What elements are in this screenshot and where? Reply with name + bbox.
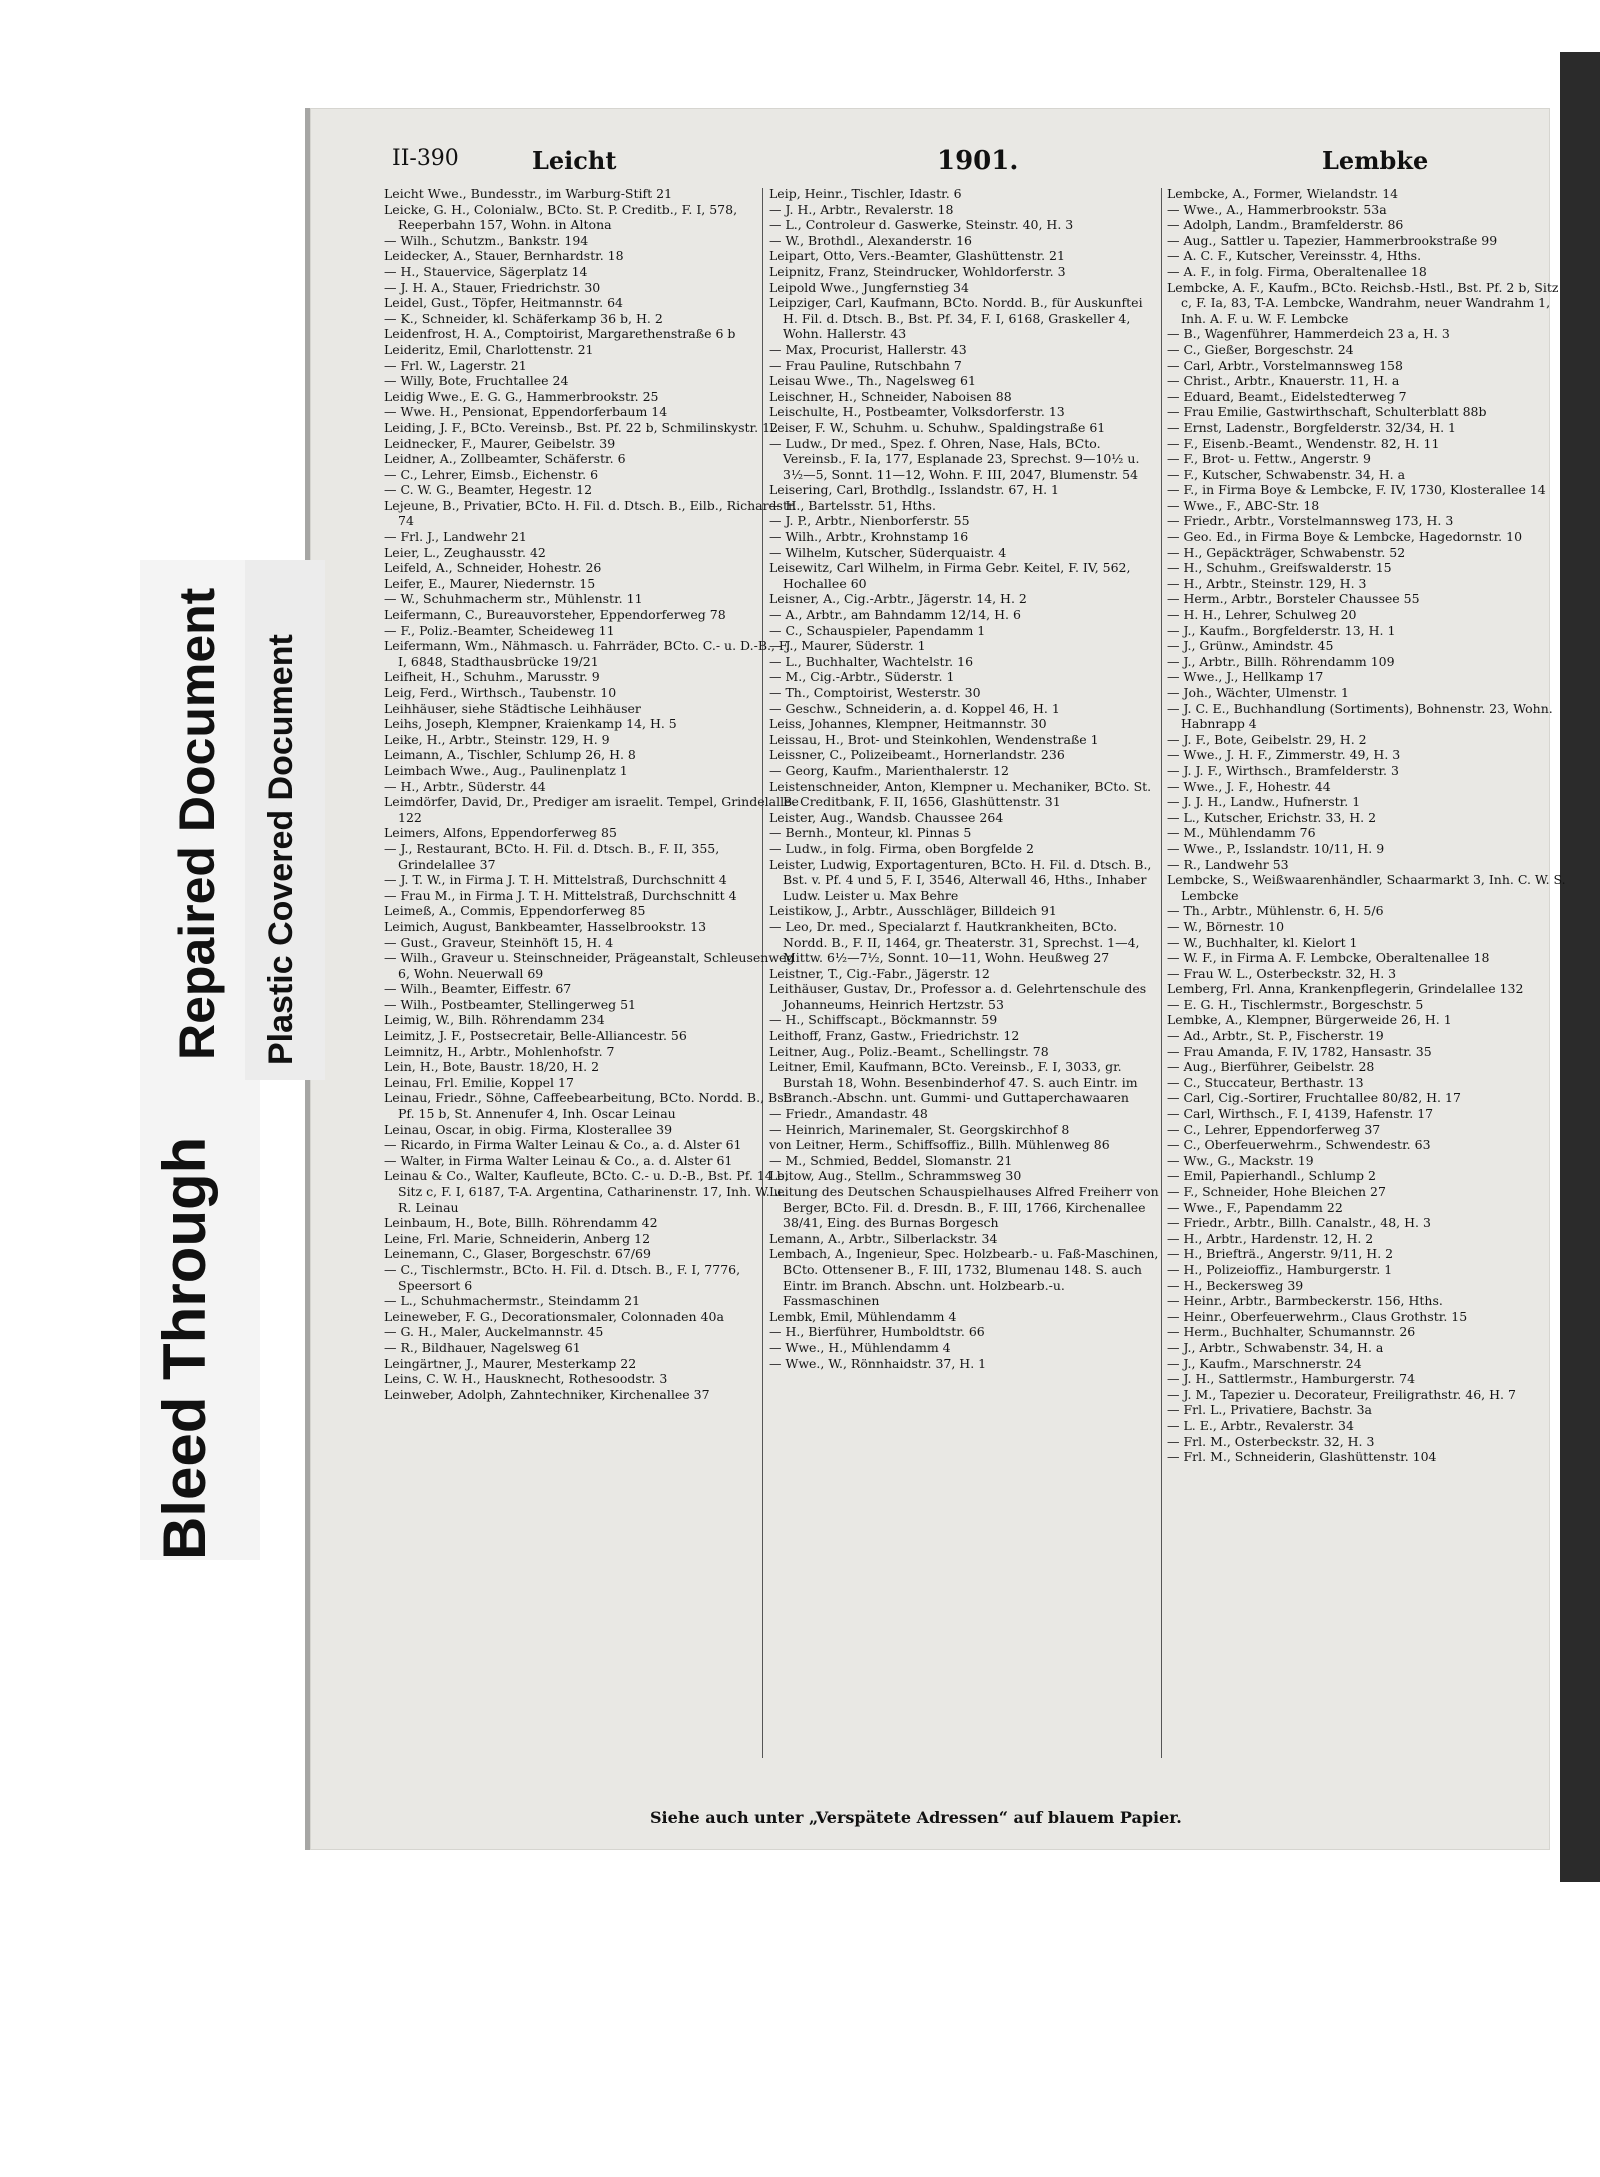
directory-entry: — Herm., Buchhalter, Schumannstr. 26 <box>1167 1324 1416 1340</box>
directory-entry: — Joh., Wächter, Ulmenstr. 1 <box>1167 685 1349 700</box>
directory-entry: — J., Maurer, Süderstr. 1 <box>769 638 926 654</box>
directory-entry: — Frau Amanda, F. IV, 1782, Hansastr. 35 <box>1167 1043 1432 1059</box>
directory-entry: Leinweber, Adolph, Zahntechniker, Kirchenallee 37 <box>384 1386 710 1402</box>
directory-entry: — Willy, Bote, Fruchtallee 24 <box>384 373 569 389</box>
directory-entry: — J. J. F., Wirthsch., Bramfelderstr. 3 <box>1167 762 1399 778</box>
directory-entry: Leip, Heinr., Tischler, Idastr. 6 <box>769 186 962 201</box>
directory-entry: — F., Poliz.-Beamter, Scheideweg 11 <box>384 622 615 638</box>
directory-entry: Leike, H., Arbtr., Steinstr. 129, H. 9 <box>384 731 610 747</box>
directory-entry: — B., Wagenführer, Hammerdeich 23 a, H. 3 <box>1167 326 1450 342</box>
directory-entry: — K., Schneider, kl. Schäferkamp 36 b, H. 2 <box>384 310 663 326</box>
directory-entry: — J., Kaufm., Borgfelderstr. 13, H. 1 <box>1167 622 1396 638</box>
directory-entry: — Wwe., P., Isslandstr. 10/11, H. 9 <box>1167 840 1385 856</box>
directory-entry: — Wwe., J., Hellkamp 17 <box>1167 669 1324 685</box>
directory-entry: — Wwe., J. H. F., Zimmerstr. 49, H. 3 <box>1167 747 1401 763</box>
directory-entry: Leifermann, Wm., Nähmasch. u. Fahrräder, BCto. C.- u. D.-B., F. I, 6848, Stadthausbrücke 19/21 <box>384 638 790 669</box>
directory-entry: — Aug., Bierführer, Geibelstr. 28 <box>1167 1059 1375 1075</box>
directory-entry: — H., Schuhm., Greifswalderstr. 15 <box>1167 560 1392 576</box>
directory-entry: — M., Schmied, Beddel, Slomanstr. 21 <box>769 1152 1013 1168</box>
directory-entry: — Heinrich, Marinemaler, St. Georgskirchhof 8 <box>769 1121 1070 1137</box>
directory-entry: Leineweber, F. G., Decorationsmaler, Colonnaden 40a <box>384 1308 724 1324</box>
directory-entry: Lein, H., Bote, Baustr. 18/20, H. 2 <box>384 1059 600 1075</box>
directory-entry: — Wilh., Beamter, Eiffestr. 67 <box>384 981 572 997</box>
directory-entry: Leistikow, J., Arbtr., Ausschläger, Billdeich 91 <box>769 903 1057 919</box>
directory-entry: — H., Stauervice, Sägerplatz 14 <box>384 263 588 279</box>
directory-entry: — Ernst, Ladenstr., Borgfelderstr. 32/34, H. 1 <box>1167 419 1457 435</box>
directory-entry: Leistenschneider, Anton, Klempner u. Mechaniker, BCto. St. B. Creditbank, F. II, 1656, Glashüttenstr. 31 <box>769 778 1152 810</box>
directory-entry: Leidel, Gust., Töpfer, Heitmannstr. 64 <box>384 295 624 311</box>
bleed-through-label: Bleed Through <box>151 1136 218 1560</box>
directory-entry: — L. E., Arbtr., Revalerstr. 34 <box>1167 1417 1354 1433</box>
directory-entry: — H., Bartelsstr. 51, Hths. <box>769 497 936 513</box>
directory-entry: Lembcke, A., Former, Wielandstr. 14 <box>1167 186 1399 201</box>
directory-entry: Leimnitz, H., Arbtr., Mohlenhofstr. 7 <box>384 1043 615 1059</box>
directory-entry: Leifermann, C., Bureauvorsteher, Eppendorferweg 78 <box>384 607 726 623</box>
page-footer-note: Siehe auch unter „Verspätete Adressen“ auf blauem Papier. <box>650 1808 1182 1827</box>
directory-entry: — Frl. M., Osterbeckstr. 32, H. 3 <box>1167 1433 1375 1449</box>
directory-entry: — Walter, in Firma Walter Leinau & Co., a. d. Alster 61 <box>384 1152 733 1168</box>
directory-entry: — Friedr., Arbtr., Billh. Canalstr., 48, H. 3 <box>1167 1215 1431 1231</box>
directory-entry: — Frl. J., Landwehr 21 <box>384 529 527 545</box>
directory-entry: — Wilh., Postbeamter, Stellingerweg 51 <box>384 996 636 1012</box>
directory-entry: — H., Arbtr., Steinstr. 129, H. 3 <box>1167 575 1367 591</box>
directory-entry: — J., Restaurant, BCto. H. Fil. d. Dtsch. B., F. II, 355, Grindelallee 37 <box>384 840 720 872</box>
directory-entry: — Ricardo, in Firma Walter Leinau & Co., a. d. Alster 61 <box>384 1137 742 1153</box>
directory-entry: — Ad., Arbtr., St. P., Fischerstr. 19 <box>1167 1028 1384 1044</box>
directory-entry: — W., Buchhalter, kl. Kielort 1 <box>1167 934 1358 950</box>
directory-entry: — J., Arbtr., Billh. Röhrendamm 109 <box>1167 653 1395 669</box>
directory-entry: Leipnitz, Franz, Steindrucker, Wohldorferstr. 3 <box>769 263 1066 279</box>
directory-entry: — Emil, Papierhandl., Schlump 2 <box>1167 1168 1376 1184</box>
directory-entry: — Friedr., Arbtr., Vorstelmannsweg 173, H. 3 <box>1167 513 1454 529</box>
directory-entry: — Wwe., F., ABC-Str. 18 <box>1167 497 1320 513</box>
directory-entry: — Wwe. H., Pensionat, Eppendorferbaum 14 <box>384 404 668 420</box>
directory-entry: — H., Arbtr., Hardenstr. 12, H. 2 <box>1167 1230 1374 1246</box>
directory-entry: — R., Bildhauer, Nagelsweg 61 <box>384 1339 581 1355</box>
directory-entry: Leitung des Deutschen Schauspielhauses Alfred Freiherr von Berger, BCto. Fil. d. Dresdn. B., F. III, 1766, Kirchenallee 38/41, Eing. des Burnas Borgesch <box>769 1184 1159 1231</box>
directory-entry: Leistner, T., Cig.-Fabr., Jägerstr. 12 <box>769 965 990 981</box>
header-right-keyword: Lembke <box>1322 146 1429 175</box>
directory-entry: — H., Polizeioffiz., Hamburgerstr. 1 <box>1167 1261 1393 1277</box>
directory-entry: — C., Schauspieler, Papendamm 1 <box>769 622 986 638</box>
directory-entry: — C., Gießer, Borgeschstr. 24 <box>1167 341 1354 357</box>
directory-entry: — L., Kutscher, Erichstr. 33, H. 2 <box>1167 809 1377 825</box>
directory-entry: — Ludw., Dr med., Spez. f. Ohren, Nase, Hals, BCto. Vereinsb., F. Ia, 177, Esplanade 23, Sprechst. 9—10½ u. 3½—5, Sonnt. 11—12, Wohn. F. III, 2047, Blumenstr. 54 <box>769 435 1140 482</box>
directory-entry: — J. H., Sattlermstr., Hamburgerstr. 74 <box>1167 1371 1416 1387</box>
directory-entry: — Heinr., Arbtr., Barmbeckerstr. 156, Hths. <box>1167 1293 1443 1309</box>
directory-entry: Leipziger, Carl, Kaufmann, BCto. Nordd. B., für Auskunftei H. Fil. d. Dtsch. B., Bst. Pf. 34, F. I, 6168, Graskeller 4, Wohn. Hallerstr. 43 <box>769 295 1143 342</box>
directory-entry: Leidecker, A., Stauer, Bernhardstr. 18 <box>384 248 624 264</box>
directory-entry: Leinbaum, H., Bote, Billh. Röhrendamm 42 <box>384 1215 658 1231</box>
directory-entry: Leischulte, H., Postbeamter, Volksdorferstr. 13 <box>769 404 1065 420</box>
directory-entry: — A., Arbtr., am Bahndamm 12/14, H. 6 <box>769 607 1021 623</box>
directory-entry: — Wilh., Arbtr., Krohnstamp 16 <box>769 529 969 545</box>
directory-entry: Leipart, Otto, Vers.-Beamter, Glashüttenstr. 21 <box>769 248 1065 264</box>
directory-entry: — L., Controleur d. Gaswerke, Steinstr. 40, H. 3 <box>769 217 1074 233</box>
directory-entry: — R., Landwehr 53 <box>1167 856 1289 872</box>
directory-entry: — A. F., in folg. Firma, Oberaltenallee 18 <box>1167 263 1427 279</box>
directory-entry: — Frau Emilie, Gastwirthschaft, Schulterblatt 88b <box>1167 404 1487 420</box>
directory-entry: — L., Schuhmachermstr., Steindamm 21 <box>384 1293 641 1309</box>
directory-entry: Leimich, August, Bankbeamter, Hasselbrookstr. 13 <box>384 918 707 934</box>
header-left-keyword: Leicht <box>532 146 617 175</box>
directory-entry: Leihs, Joseph, Klempner, Kraienkamp 14, H. 5 <box>384 716 677 732</box>
directory-entry: Lembcke, S., Weißwaarenhändler, Schaarmarkt 3, Inh. C. W. S. Lembcke <box>1167 872 1566 903</box>
directory-entry: Leinau, Oscar, in obig. Firma, Klosterallee 39 <box>384 1121 673 1137</box>
directory-entry: — J., Grünw., Amindstr. 45 <box>1167 638 1334 654</box>
directory-entry: Leimeß, A., Commis, Eppendorferweg 85 <box>384 903 646 919</box>
directory-column-middle <box>769 186 1159 1766</box>
directory-entry: — Th., Arbtr., Mühlenstr. 6, H. 5/6 <box>1167 903 1384 919</box>
scan-background <box>0 0 1600 48</box>
directory-entry: — Friedr., Amandastr. 48 <box>769 1106 928 1122</box>
directory-entry: Lemann, A., Arbtr., Silberlackstr. 34 <box>769 1230 998 1246</box>
directory-entry: Leins, C. W. H., Hausknecht, Rothesoodstr. 3 <box>384 1371 668 1387</box>
directory-entry: Leisewitz, Carl Wilhelm, in Firma Gebr. Keitel, F. IV, 562, Hochallee 60 <box>769 560 1131 591</box>
directory-entry: Leicht Wwe., Bundesstr., im Warburg-Stift 21 <box>384 186 673 201</box>
directory-entry: von Leitner, Herm., Schiffsoffiz., Billh. Mühlenweg 86 <box>769 1137 1110 1153</box>
directory-entry: — Th., Comptoirist, Westerstr. 30 <box>769 685 981 700</box>
directory-entry: — J. F., Bote, Geibelstr. 29, H. 2 <box>1167 731 1367 747</box>
directory-entry: Leidig Wwe., E. G. G., Hammerbrookstr. 25 <box>384 388 659 404</box>
directory-entry: Leidner, A., Zollbeamter, Schäferstr. 6 <box>384 451 626 467</box>
directory-entry: — H., Gepäckträger, Schwabenstr. 52 <box>1167 544 1406 560</box>
directory-entry: Leidenfrost, H. A., Comptoirist, Margarethenstraße 6 b <box>384 326 736 342</box>
directory-entry: — J. M., Tapezier u. Decorateur, Freiligrathstr. 46, H. 7 <box>1167 1386 1516 1402</box>
directory-entry: Leisau Wwe., Th., Nagelsweg 61 <box>769 373 976 389</box>
directory-entry: Leisering, Carl, Brothdlg., Isslandstr. 67, H. 1 <box>769 482 1060 498</box>
directory-entry: — H., Arbtr., Süderstr. 44 <box>384 778 546 794</box>
directory-entry: — Wilh., Graveur u. Steinschneider, Prägeanstalt, Schleusenweg 6, Wohn. Neuerwall 69 <box>384 950 795 981</box>
directory-entry: — Wwe., W., Rönnhaidstr. 37, H. 1 <box>769 1355 987 1371</box>
directory-entry: — J. C. E., Buchhandlung (Sortiments), Bohnenstr. 23, Wohn. Habnrapp 4 <box>1167 700 1553 732</box>
directory-entry: Leinemann, C., Glaser, Borgeschstr. 67/69 <box>384 1246 651 1262</box>
repaired-document-label: Repaired Document <box>169 587 225 1060</box>
directory-entry: — F., Schneider, Hohe Bleichen 27 <box>1167 1184 1386 1199</box>
directory-entry: Leig, Ferd., Wirthsch., Taubenstr. 10 <box>384 685 617 700</box>
directory-entry: — Geo. Ed., in Firma Boye & Lembcke, Hagedornstr. 10 <box>1167 529 1523 545</box>
directory-entry: — J. J. H., Landw., Hufnerstr. 1 <box>1167 794 1361 810</box>
directory-entry: — Wilh., Schutzm., Bankstr. 194 <box>384 232 589 248</box>
directory-entry: — Carl, Arbtr., Vorstelmannsweg 158 <box>1167 357 1403 373</box>
directory-entry: Leister, Ludwig, Exportagenturen, BCto. H. Fil. d. Dtsch. B., Bst. v. Pf. 4 und 5, F. I, 3546, Alterwall 46, Hths., Inhaber Ludw. Leister u. Max Behre <box>769 856 1152 903</box>
directory-entry: — E. G. H., Tischlermstr., Borgeschstr. 5 <box>1167 996 1424 1012</box>
directory-entry: — H. H., Lehrer, Schulweg 20 <box>1167 607 1357 623</box>
directory-entry: Lejeune, B., Privatier, BCto. H. Fil. d. Dtsch. B., Eilb., Richardstr. 74 <box>384 497 797 529</box>
directory-entry: — C., Stuccateur, Berthastr. 13 <box>1167 1074 1364 1090</box>
page-header <box>392 146 1429 182</box>
column-divider <box>1161 188 1162 1758</box>
directory-entry: — H., Briefträ., Angerstr. 9/11, H. 2 <box>1167 1246 1394 1262</box>
directory-entry: — Wwe., H., Mühlendamm 4 <box>769 1339 951 1355</box>
directory-entry: — W., Brothdl., Alexanderstr. 16 <box>769 232 972 248</box>
directory-entry: — Georg, Kaufm., Marienthalerstr. 12 <box>769 762 1010 778</box>
directory-entry: — Wwe., A., Hammerbrookstr. 53a <box>1167 201 1387 217</box>
directory-entry: — Ludw., in folg. Firma, oben Borgfelde 2 <box>769 840 1034 856</box>
directory-entry: — W. F., in Firma A. F. Lembcke, Oberaltenallee 18 <box>1167 950 1490 966</box>
directory-entry: Leissner, C., Polizeibeamt., Hornerlandstr. 236 <box>769 747 1065 763</box>
directory-entry: Leinau & Co., Walter, Kaufleute, BCto. C.- u. D.-B., Bst. Pf. 14 b, Sitz c, F. I, 6187, T-A. Argentina, Catharinenstr. 17, Inh. W. u. R. Leinau <box>384 1168 789 1215</box>
directory-entry: — Christ., Arbtr., Knauerstr. 11, H. a <box>1167 373 1400 389</box>
directory-entry: — Herm., Arbtr., Borsteler Chaussee 55 <box>1167 591 1420 607</box>
directory-entry: Lembach, A., Ingenieur, Spec. Holzbearb.- u. Faß-Maschinen, BCto. Ottensener B., F. III, 1732, Blumenau 148. S. auch Eintr. im Branch. Abschn. unt. Holzbearb.-u. Fassmaschinen <box>769 1246 1159 1309</box>
directory-entry: — M., Cig.-Arbtr., Süderstr. 1 <box>769 669 955 685</box>
directory-entry: — J. H., Arbtr., Revalerstr. 18 <box>769 201 954 217</box>
directory-entry: — Frl. M., Schneiderin, Glashüttenstr. 104 <box>1167 1449 1437 1465</box>
directory-entry: — F., Kutscher, Schwabenstr. 34, H. a <box>1167 466 1406 482</box>
directory-entry: Leitner, Emil, Kaufmann, BCto. Vereinsb., F. I, 3033, gr. Burstah 18, Wohn. Besenbinderhof 47. S. auch Eintr. im Branch.-Abschn. unt. Gummi- und Guttaperchawaaren <box>769 1059 1138 1106</box>
directory-entry: Leimdörfer, David, Dr., Prediger am israelit. Tempel, Grindelallee 122 <box>384 794 799 825</box>
directory-entry: — W., Schuhmacherm str., Mühlenstr. 11 <box>384 591 643 607</box>
directory-entry: Leicke, G. H., Colonialw., BCto. St. P. Creditb., F. I, 578, Reeperbahn 157, Wohn. in Altona <box>384 201 738 233</box>
directory-column-right <box>1167 186 1567 1766</box>
directory-entry: Leifeld, A., Schneider, Hohestr. 26 <box>384 560 602 576</box>
directory-entry: — J., Kaufm., Marschnerstr. 24 <box>1167 1355 1362 1371</box>
directory-entry: Leingärtner, J., Maurer, Mesterkamp 22 <box>384 1355 637 1371</box>
directory-entry: — Aug., Sattler u. Tapezier, Hammerbrookstraße 99 <box>1167 232 1498 248</box>
directory-entry: Leiding, J. F., BCto. Vereinsb., Bst. Pf. 22 b, Schmilinskystr. 12 <box>384 419 779 435</box>
directory-entry: — H., Beckersweg 39 <box>1167 1277 1304 1293</box>
directory-entry: — A. C. F., Kutscher, Vereinsstr. 4, Hths. <box>1167 248 1422 264</box>
directory-entry: — G. H., Maler, Auckelmannstr. 45 <box>384 1324 604 1340</box>
directory-entry: Leimann, A., Tischler, Schlump 26, H. 8 <box>384 747 636 763</box>
directory-entry: Leimitz, J. F., Postsecretair, Belle-Alliancestr. 56 <box>384 1028 687 1044</box>
directory-entry: Leidnecker, F., Maurer, Geibelstr. 39 <box>384 435 616 451</box>
directory-entry: — H., Schiffscapt., Böckmannstr. 59 <box>769 1012 998 1028</box>
directory-entry: — Carl, Wirthsch., F. I, 4139, Hafenstr. 17 <box>1167 1106 1434 1122</box>
directory-entry: — Bernh., Monteur, kl. Pinnas 5 <box>769 825 972 841</box>
directory-entry: — Carl, Cig.-Sortirer, Fruchtallee 80/82, H. 17 <box>1167 1090 1461 1106</box>
directory-entry: — Wilhelm, Kutscher, Süderquaistr. 4 <box>769 544 1007 560</box>
directory-entry: Leimers, Alfons, Eppendorferweg 85 <box>384 825 617 841</box>
directory-entry: — Ww., G., Mackstr. 19 <box>1167 1152 1314 1168</box>
directory-entry: Leideritz, Emil, Charlottenstr. 21 <box>384 341 594 357</box>
directory-entry: Leiss, Johannes, Klempner, Heitmannstr. 30 <box>769 716 1047 732</box>
directory-entry: — W., Börnestr. 10 <box>1167 918 1285 934</box>
directory-entry: — C., Oberfeuerwehrm., Schwendestr. 63 <box>1167 1137 1431 1153</box>
directory-entry: — Gust., Graveur, Steinhöft 15, H. 4 <box>384 934 614 950</box>
directory-entry: Leisner, A., Cig.-Arbtr., Jägerstr. 14, H. 2 <box>769 591 1027 607</box>
directory-entry: — Geschw., Schneiderin, a. d. Koppel 46, H. 1 <box>769 700 1060 716</box>
directory-entry: — J. H. A., Stauer, Friedrichstr. 30 <box>384 279 601 295</box>
directory-entry: Leifer, E., Maurer, Niedernstr. 15 <box>384 575 596 591</box>
directory-entry: Leischner, H., Schneider, Naboisen 88 <box>769 388 1012 404</box>
directory-entry: — Adolph, Landm., Bramfelderstr. 86 <box>1167 217 1404 233</box>
directory-entry: — C. W. G., Beamter, Hegestr. 12 <box>384 482 593 498</box>
directory-entry: Leinau, Friedr., Söhne, Caffeebearbeitung, BCto. Nordd. B., Bst. Pf. 15 b, St. Annenufer 4, Inh. Oscar Leinau <box>384 1090 793 1122</box>
directory-entry: — F., Eisenb.-Beamt., Wendenstr. 82, H. 11 <box>1167 435 1440 451</box>
directory-entry: — Frau Pauline, Rutschbahn 7 <box>769 357 962 373</box>
directory-entry: — M., Mühlendamm 76 <box>1167 825 1316 841</box>
directory-entry: — Leo, Dr. med., Specialarzt f. Hautkrankheiten, BCto. Nordd. B., F. II, 1464, gr. Theaterstr. 31, Sprechst. 1—4, Mittw. 6½—7½, Sonnt. 10—11, Wohn. Heußweg 27 <box>769 918 1140 966</box>
directory-entry: — L., Buchhalter, Wachtelstr. 16 <box>769 653 974 669</box>
directory-entry: — J., Arbtr., Schwabenstr. 34, H. a <box>1167 1339 1384 1355</box>
directory-entry: Leifheit, H., Schuhm., Marusstr. 9 <box>384 669 600 685</box>
directory-entry: — Frl. L., Privatiere, Bachstr. 3a <box>1167 1402 1373 1418</box>
directory-entry: Leithoff, Franz, Gastw., Friedrichstr. 12 <box>769 1028 1020 1044</box>
directory-entry: Leipold Wwe., Jungfernstieg 34 <box>769 279 969 295</box>
directory-entry: — Max, Procurist, Hallerstr. 43 <box>769 341 967 357</box>
directory-entry: Lembke, A., Klempner, Bürgerweide 26, H. 1 <box>1167 1012 1452 1028</box>
directory-entry: Leithäuser, Gustav, Dr., Professor a. d. Gelehrtenschule des Johanneums, Heinrich Hertzstr. 53 <box>769 981 1147 1012</box>
directory-entry: Leimbach Wwe., Aug., Paulinenplatz 1 <box>384 762 628 778</box>
page-number: II-390 <box>392 146 459 171</box>
directory-entry: — C., Lehrer, Eppendorferweg 37 <box>1167 1121 1381 1137</box>
plastic-covered-label: Plastic Covered Document <box>262 634 300 1065</box>
directory-entry: Leitow, Aug., Stellm., Schrammsweg 30 <box>769 1168 1022 1184</box>
directory-entry: Leissau, H., Brot- und Steinkohlen, Wendenstraße 1 <box>769 731 1099 747</box>
directory-entry: Leitner, Aug., Poliz.-Beamt., Schellingstr. 78 <box>769 1043 1049 1059</box>
directory-entry: — Heinr., Oberfeuerwehrm., Claus Grothstr. 15 <box>1167 1308 1468 1324</box>
directory-entry: Leine, Frl. Marie, Schneiderin, Anberg 12 <box>384 1230 651 1246</box>
directory-entry: — C., Lehrer, Eimsb., Eichenstr. 6 <box>384 466 599 482</box>
directory-entry: Leihhäuser, siehe Städtische Leihhäuser <box>384 700 641 716</box>
directory-entry: Leier, L., Zeughausstr. 42 <box>384 544 546 560</box>
directory-entry: Leimig, W., Bilh. Röhrendamm 234 <box>384 1012 605 1028</box>
directory-entry: Leinau, Frl. Emilie, Koppel 17 <box>384 1074 574 1090</box>
directory-entry: Leiser, F. W., Schuhm. u. Schuhw., Spaldingstraße 61 <box>769 419 1106 435</box>
directory-entry: Leister, Aug., Wandsb. Chaussee 264 <box>769 809 1004 825</box>
directory-entry: — Frau W. L., Osterbeckstr. 32, H. 3 <box>1167 965 1397 981</box>
header-year: 1901. <box>937 146 1019 176</box>
directory-entry: — J. T. W., in Firma J. T. H. Mittelstraß, Durchschnitt 4 <box>384 872 727 888</box>
directory-entry: — C., Tischlermstr., BCto. H. Fil. d. Dtsch. B., F. I, 7776, Speersort 6 <box>384 1261 741 1293</box>
directory-entry: — Frl. W., Lagerstr. 21 <box>384 357 527 373</box>
directory-entry: — F., Brot- u. Fettw., Angerstr. 9 <box>1167 451 1371 467</box>
directory-entry: — Frau M., in Firma J. T. H. Mittelstraß, Durchschnitt 4 <box>384 887 737 903</box>
directory-column-left <box>384 186 799 1766</box>
directory-entry: — H., Bierführer, Humboldtstr. 66 <box>769 1324 985 1340</box>
directory-entry: Lembcke, A. F., Kaufm., BCto. Reichsb.-Hstl., Bst. Pf. 2 b, Sitz c, F. Ia, 83, T-A. Lembcke, Wandrahm, neuer Wandrahm 1, Inh. A. F. u. W. F. Lembcke <box>1167 279 1559 326</box>
directory-entry: Lembk, Emil, Mühlendamm 4 <box>769 1308 957 1324</box>
directory-entry: — Eduard, Beamt., Eidelstedterweg 7 <box>1167 388 1407 404</box>
directory-entry: — J. P., Arbtr., Nienborferstr. 55 <box>769 513 970 529</box>
directory-entry: — Wwe., F., Papendamm 22 <box>1167 1199 1343 1215</box>
directory-entry: — Wwe., J. F., Hohestr. 44 <box>1167 778 1331 794</box>
directory-entry: Lemberg, Frl. Anna, Krankenpflegerin, Grindelallee 132 <box>1167 981 1524 997</box>
directory-entry: — F., in Firma Boye & Lembcke, F. IV, 1730, Klosterallee 14 <box>1167 482 1546 498</box>
